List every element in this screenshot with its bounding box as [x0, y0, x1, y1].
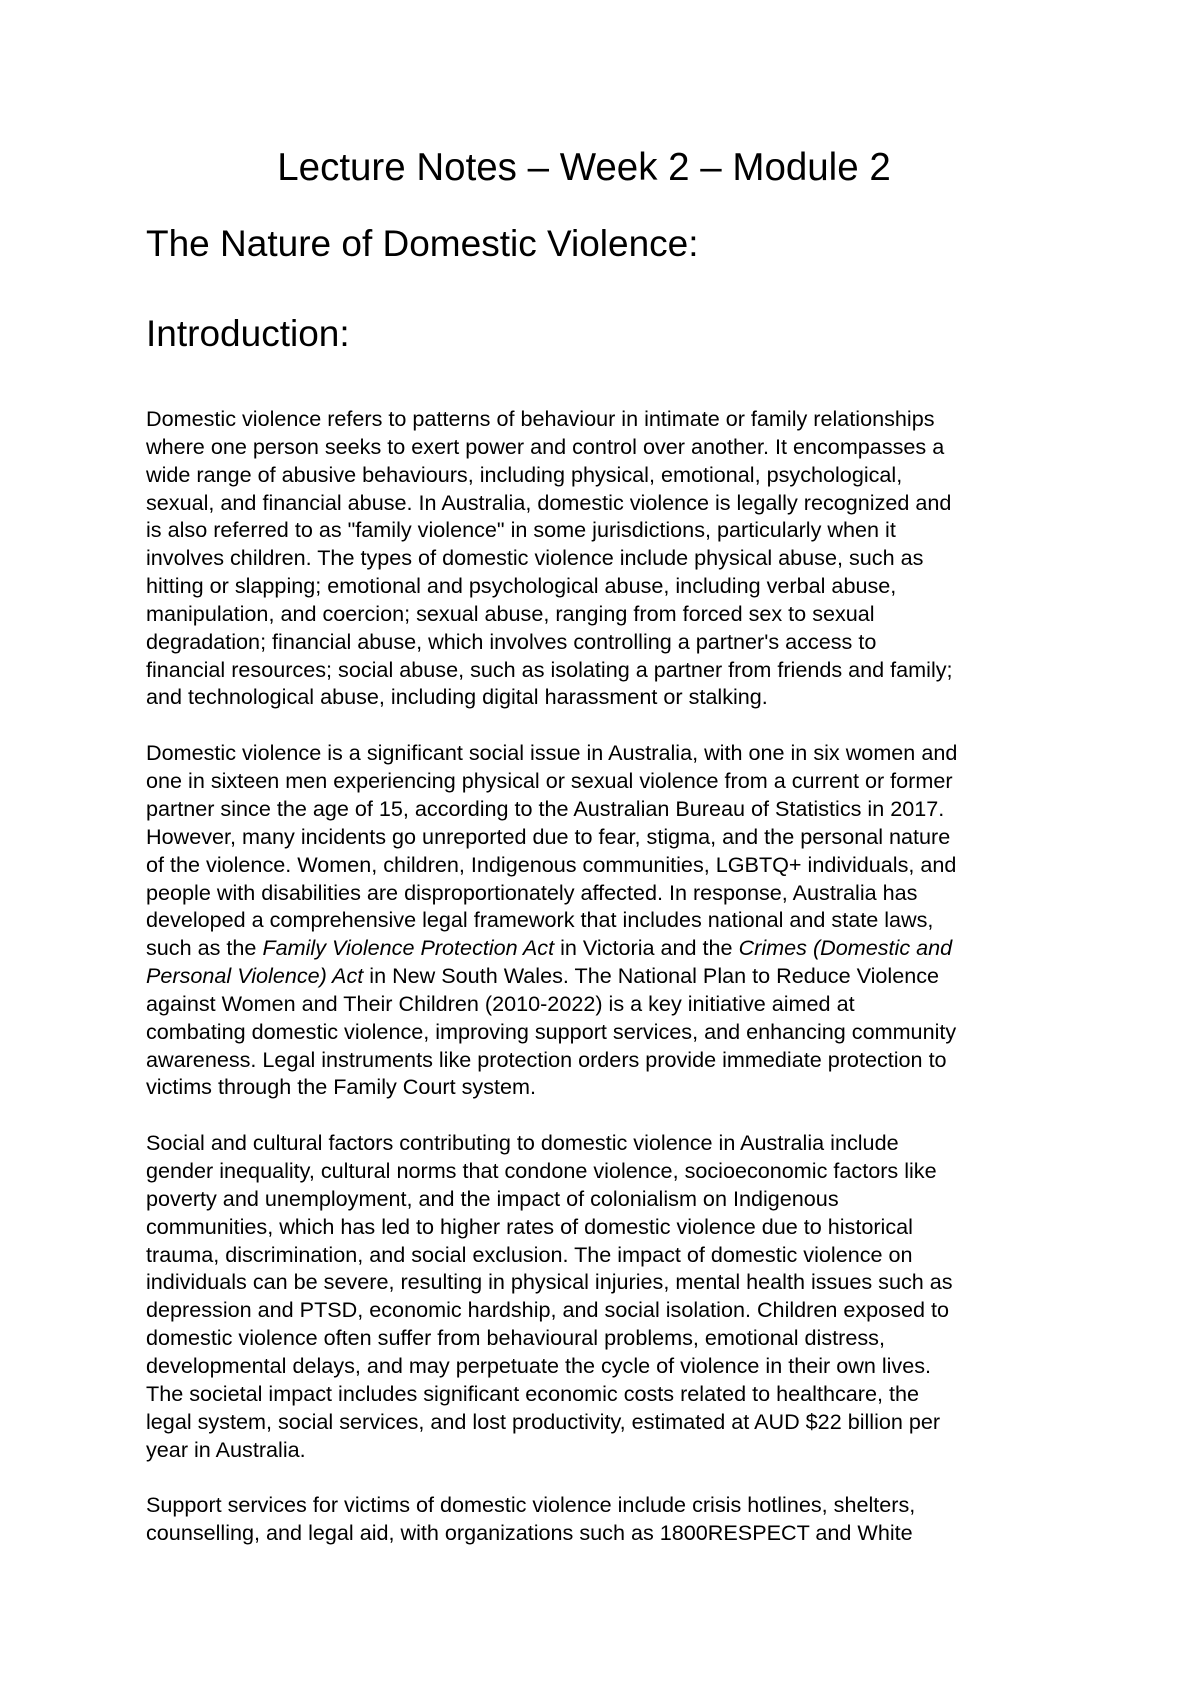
- paragraph-line: one in sixteen men experiencing physical or sexual violence from a current or former: [146, 768, 953, 794]
- document-body: [146, 405, 1076, 1575]
- document-title: Lecture Notes – Week 2 – Module 2: [277, 146, 891, 189]
- paragraph-line: Support services for victims of domestic violence include crisis hotlines, shelters,: [146, 1492, 916, 1518]
- paragraph-line: counselling, and legal aid, with organizations such as 1800RESPECT and White: [146, 1520, 913, 1546]
- paragraph-line: financial resources; social abuse, such as isolating a partner from friends and family;: [146, 656, 953, 682]
- paragraph-line: The societal impact includes significant economic costs related to healthcare, the: [146, 1380, 919, 1406]
- paragraph-line: However, many incidents go unreported due to fear, stigma, and the personal nature: [146, 823, 951, 849]
- paragraph-line: partner since the age of 15, according to the Australian Bureau of Statistics in 2017.: [146, 795, 945, 821]
- paragraph-line: against Women and Their Children (2010-2022) is a key initiative aimed at: [146, 990, 855, 1016]
- paragraph-line: sexual, and financial abuse. In Australia, domestic violence is legally recognized and: [146, 489, 952, 515]
- paragraph-line: poverty and unemployment, and the impact of colonialism on Indigenous: [146, 1185, 839, 1211]
- paragraph-line: trauma, discrimination, and social exclusion. The impact of domestic violence on: [146, 1241, 913, 1267]
- paragraph-line: legal system, social services, and lost productivity, estimated at AUD $22 billion per: [146, 1408, 941, 1434]
- paragraph-line: where one person seeks to exert power and control over another. It encompasses a: [146, 433, 945, 459]
- paragraph-line: domestic violence often suffer from behavioural problems, emotional distress,: [146, 1325, 885, 1351]
- paragraph-line: victims through the Family Court system.: [146, 1074, 536, 1100]
- paragraph-line: people with disabilities are disproportionately affected. In response, Australia has: [146, 879, 918, 905]
- paragraph-line: awareness. Legal instruments like protection orders provide immediate protection to: [146, 1046, 947, 1072]
- paragraph-line: combating domestic violence, improving support services, and enhancing community: [146, 1018, 957, 1044]
- paragraph-line: involves children. The types of domestic violence include physical abuse, such as: [146, 545, 924, 571]
- paragraph-line: Domestic violence refers to patterns of behaviour in intimate or family relationships: [146, 406, 935, 431]
- paragraph-3: [146, 1129, 1076, 1463]
- act-title-crimes-part-1: Crimes (Domestic and: [738, 935, 953, 961]
- paragraph-1: [146, 405, 1076, 711]
- section-title: The Nature of Domestic Violence:: [146, 223, 699, 264]
- paragraph-line: communities, which has led to higher rates of domestic violence due to historical: [146, 1213, 913, 1239]
- paragraph-line: Domestic violence is a significant social issue in Australia, with one in six women and: [146, 740, 958, 766]
- paragraph-line: wide range of abusive behaviours, including physical, emotional, psychological,: [146, 461, 903, 487]
- act-title-crimes-part-2: Personal Violence) Act: [146, 963, 364, 989]
- paragraph-4: [146, 1491, 1076, 1547]
- line-text: such as the: [146, 935, 263, 961]
- paragraph-line: gender inequality, cultural norms that condone violence, socioeconomic factors like: [146, 1158, 937, 1184]
- paragraph-line: and technological abuse, including digital harassment or stalking.: [146, 684, 768, 710]
- paragraph-line: Social and cultural factors contributing to domestic violence in Australia include: [146, 1130, 899, 1156]
- paragraph-line-with-italics: [146, 962, 1076, 990]
- paragraph-line: is also referred to as "family violence" in some jurisdictions, particularly when it: [146, 517, 896, 543]
- paragraph-line: of the violence. Women, children, Indigenous communities, LGBTQ+ individuals, and: [146, 851, 957, 877]
- paragraph-line: developed a comprehensive legal framework that includes national and state laws,: [146, 907, 934, 933]
- paragraph-line-with-italics: [146, 934, 1076, 962]
- line-text: in New South Wales. The National Plan to Reduce Violence: [363, 963, 940, 989]
- paragraph-line: manipulation, and coercion; sexual abuse, ranging from forced sex to sexual: [146, 600, 875, 626]
- paragraph-line: depression and PTSD, economic hardship, and social isolation. Children exposed to: [146, 1297, 950, 1323]
- line-text: in Victoria and the: [554, 935, 739, 961]
- paragraph-line: hitting or slapping; emotional and psychological abuse, including verbal abuse,: [146, 573, 897, 599]
- paragraph-2: [146, 739, 1076, 1101]
- paragraph-line: degradation; financial abuse, which involves controlling a partner's access to: [146, 628, 877, 654]
- paragraph-line: individuals can be severe, resulting in physical injuries, mental health issues such as: [146, 1269, 953, 1295]
- paragraph-line: year in Australia.: [146, 1436, 306, 1462]
- introduction-heading: Introduction:: [146, 313, 350, 354]
- paragraph-line: developmental delays, and may perpetuate the cycle of violence in their own lives.: [146, 1353, 932, 1378]
- act-title-family-violence-protection: Family Violence Protection Act: [262, 935, 555, 961]
